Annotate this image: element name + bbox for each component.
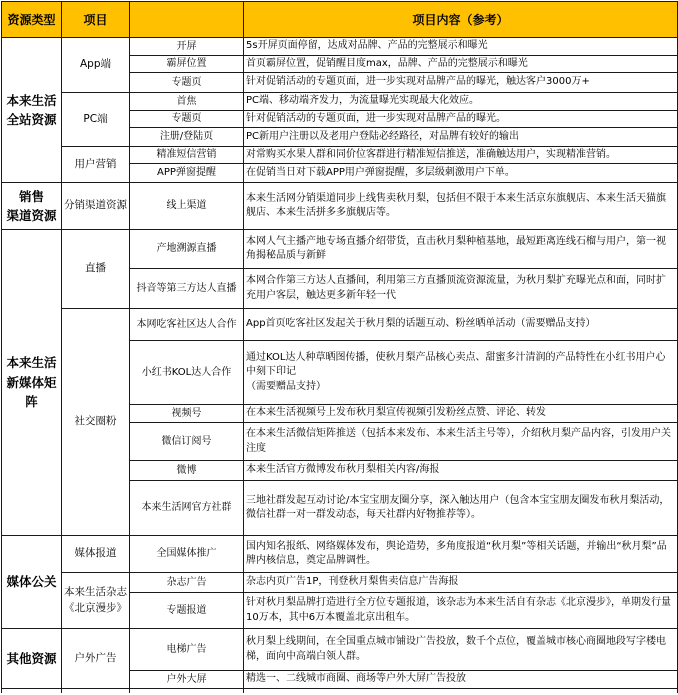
header-row: [2, 2, 678, 38]
group-cell: 分销渠道资源: [62, 183, 130, 230]
item-name-cell: 首焦: [130, 93, 244, 111]
group-cell: 直播: [62, 230, 130, 309]
table-row: [2, 147, 678, 164]
item-name-cell: 视频号: [130, 405, 244, 423]
header-content: 项目内容（参考）: [244, 2, 678, 38]
group-cell: 本来生活杂志《北京漫步》: [62, 573, 130, 629]
item-name-cell: 专题报道: [130, 593, 244, 629]
item-content-cell: 精选一、二线城市商圈、商场等户外大屏广告投放: [244, 671, 678, 689]
table-row: [2, 309, 678, 341]
item-content-cell: PC新用户注册以及老用户登陆必经路径，对品牌有较好的输出: [244, 128, 678, 147]
blank-cell: [244, 689, 678, 693]
item-content-cell: 秋月梨上线期间，在全国重点城市铺设广告投放，数千个点位，覆盖城市核心商圈地段写字楼电梯，面向中高端白领人群。: [244, 629, 678, 671]
item-content-cell: 本网合作第三方达人直播间，利用第三方直播顶流资源流量，为秋月梨扩充曝光点和面，同时扩充用户客层，触达更多新年轻一代: [244, 269, 678, 309]
item-name-cell: 注册/登陆页: [130, 128, 244, 147]
resource-table: [1, 1, 678, 693]
item-content-cell: 三地社群发起互动讨论/本宝宝朋友圈分享，深入触达用户（包含本宝宝朋友圈发布秋月梨活动，微信社群一对一群发动态，每天社群内好物推荐等）。: [244, 481, 678, 536]
item-name-cell: APP弹窗提醒: [130, 164, 244, 183]
item-content-cell: 本来生活网分销渠道同步上线售卖秋月梨，包括但不限于本来生活京东旗舰店、本来生活天猫旗舰店、本来生活拼多多旗舰店等。: [244, 183, 678, 230]
table-row: [2, 629, 678, 671]
item-name-cell: 全国媒体推广: [130, 536, 244, 573]
table-row: [2, 573, 678, 593]
category-cell: 其他资源: [2, 629, 62, 689]
item-name-cell: 本网吃客社区达人合作: [130, 309, 244, 341]
category-cell: 媒体公关: [2, 536, 62, 629]
header-sub-project: [130, 2, 244, 38]
header-resource-type: 资源类型: [2, 2, 62, 38]
table-row: [2, 93, 678, 111]
category-cell: 本来生活全站资源: [2, 38, 62, 183]
item-content-cell: 针对秋月梨品牌打造进行全方位专题报道，该杂志为本来生活自有杂志《北京漫步》，单期发行量10万本，其中6万本覆盖北京出租车。: [244, 593, 678, 629]
item-content-cell: 在本来生活视频号上发布秋月梨宣传视频引发粉丝点赞、评论、转发: [244, 405, 678, 423]
blank-row: [2, 689, 678, 693]
item-content-cell: 通过KOL达人种草晒图传播，使秋月梨产品核心卖点、甜蜜多汁清润的产品特性在小红书用户心中刻下印记 （需要赠品支持）: [244, 341, 678, 405]
item-content-cell: 本来生活官方微博发布秋月梨相关内容/海报: [244, 461, 678, 481]
item-name-cell: 产地溯源直播: [130, 230, 244, 269]
item-content-cell: 对常购买水果人群和同价位客群进行精准短信推送，准确触达用户，实现精准营销。: [244, 147, 678, 164]
item-content-cell: 国内知名报纸、网络媒体发布，舆论造势，多角度报道“秋月梨”等相关话题，并输出“秋月梨”品牌内核信息，奠定品牌调性。: [244, 536, 678, 573]
header-project: 项目: [62, 2, 130, 38]
table-row: [2, 536, 678, 573]
blank-cell: [62, 689, 130, 693]
item-content-cell: PC端、移动端齐发力，为流量曝光实现最大化效应。: [244, 93, 678, 111]
item-content-cell: 本网人气主播产地专场直播介绍带货，直击秋月梨种植基地，最短距离连线石榴与用户，第一视角揭秘品质与新鲜: [244, 230, 678, 269]
item-name-cell: 小红书KOL达人合作: [130, 341, 244, 405]
table-row: [2, 38, 678, 56]
item-name-cell: 户外大屏: [130, 671, 244, 689]
group-cell: PC端: [62, 93, 130, 147]
item-name-cell: 杂志广告: [130, 573, 244, 593]
item-name-cell: 霸屏位置: [130, 56, 244, 73]
item-content-cell: 在促销当日对下载APP用户弹窗提醒，多层级刺激用户下单。: [244, 164, 678, 183]
item-name-cell: 抖音等第三方达人直播: [130, 269, 244, 309]
item-content-cell: 杂志内页广告1P，刊登秋月梨售卖信息广告海报: [244, 573, 678, 593]
item-content-cell: 5s开屏页面停留，达成对品牌、产品的完整展示和曝光: [244, 38, 678, 56]
group-cell: App端: [62, 38, 130, 93]
item-name-cell: 微博: [130, 461, 244, 481]
item-name-cell: 线上渠道: [130, 183, 244, 230]
group-cell: 社交圈粉: [62, 309, 130, 536]
category-cell: 本来生活新媒体矩阵: [2, 230, 62, 536]
item-content-cell: 首页霸屏位置，促销醒目度max，品牌、产品的完整展示和曝光: [244, 56, 678, 73]
item-name-cell: 本来生活网官方社群: [130, 481, 244, 536]
item-name-cell: 开屏: [130, 38, 244, 56]
blank-cell: [2, 689, 62, 693]
item-name-cell: 电梯广告: [130, 629, 244, 671]
item-content-cell: 针对促销活动的专题页面，进一步实现对品牌产品的曝光，触达客户3000万+: [244, 73, 678, 93]
item-content-cell: 针对促销活动的专题页面，进一步实现对品牌产品的曝光。: [244, 111, 678, 128]
item-name-cell: 微信订阅号: [130, 423, 244, 461]
item-content-cell: 在本来生活微信矩阵推送（包括本来发布、本来生活主号等），介绍秋月梨产品内容，引发用户关注度: [244, 423, 678, 461]
item-content-cell: App首页吃客社区发起关于秋月梨的话题互动、粉丝晒单活动（需要赠品支持）: [244, 309, 678, 341]
table-row: [2, 230, 678, 269]
group-cell: 媒体报道: [62, 536, 130, 573]
blank-cell: [130, 689, 244, 693]
item-name-cell: 专题页: [130, 111, 244, 128]
group-cell: 用户营销: [62, 147, 130, 183]
item-name-cell: 专题页: [130, 73, 244, 93]
item-name-cell: 精准短信营销: [130, 147, 244, 164]
table-row: [2, 183, 678, 230]
category-cell: 销售 渠道资源: [2, 183, 62, 230]
group-cell: 户外广告: [62, 629, 130, 689]
